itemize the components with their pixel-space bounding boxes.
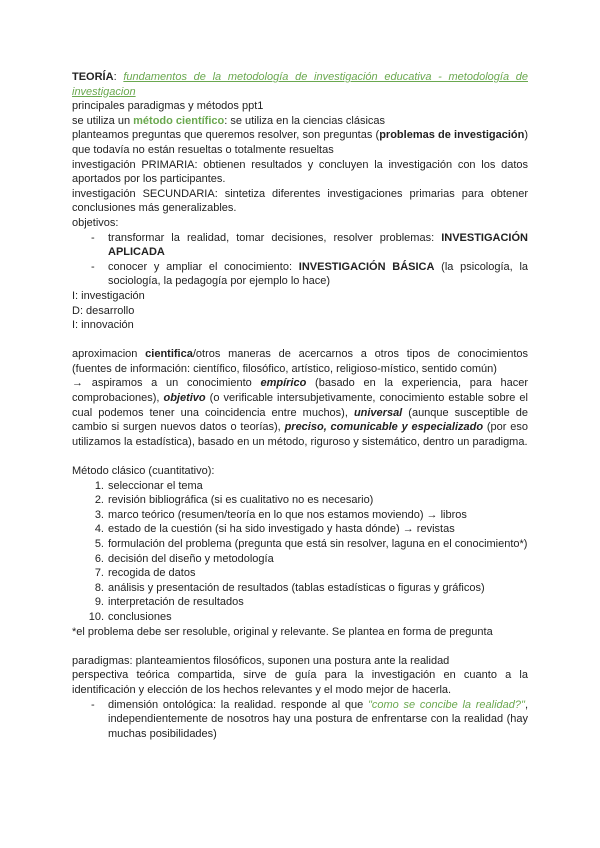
method-step: 3. marco teórico (resumen/teoría en lo que nos estamos moviendo) → libros <box>94 508 467 521</box>
method-step: 1. seleccionar el tema <box>94 479 203 492</box>
ontological-dimension-item: - dimensión ontológica: la realidad. responde al que "como se concibe la realidad?", independientemente de nosotros hay una postura de enfrentarse con la realidad (hay muchas posibilidades) <box>108 698 528 742</box>
method-steps-list <box>72 479 528 625</box>
course-link[interactable]: fundamentos de la metodología de investigación educativa - metodología de investigacion <box>72 71 528 98</box>
scientific-method-term: método científico <box>133 114 225 127</box>
method-footnote: *el problema debe ser resoluble, original y relevante. Se plantea en forma de pregunta <box>72 625 493 638</box>
knowledge-paragraph: → aspiramos a un conocimiento empírico (basado en la experiencia, para hacer comprobaciones), objetivo (o verificable intersubjetivamente, conocimiento estable sobre el cual podemos tener una coincidencia entre muchos), universal (aunque susceptible de cambio si surgen nuevos datos o teorías), preciso, comunicable y especializado (por eso utilizamos la estadística), basado en un método, riguroso y sistemático, dentro un paradigma. <box>72 377 528 448</box>
method-step: 6. decisión del diseño y metodología <box>94 552 274 565</box>
approximation-paragraph: aproximacion cientifica/otros maneras de acercarnos a otros tipos de conocimientos (fuentes de información: científico, filosófico, artístico, religioso-místico, sentido común) <box>72 348 528 375</box>
theory-label: TEORÍA <box>72 71 114 83</box>
method-step: 4. estado de la cuestión (si ha sido investigado y hasta dónde) → revistas <box>94 523 455 536</box>
paradigm-dimensions-list <box>72 698 528 742</box>
idi-line: I: innovación <box>72 319 134 332</box>
method-step: 5. formulación del problema (pregunta que está sin resolver, laguna en el conocimiento*) <box>94 538 528 550</box>
objectives-list <box>72 231 528 289</box>
idi-line: D: desarrollo <box>72 304 135 317</box>
document-page <box>72 70 528 741</box>
primary-research-text: investigación PRIMARIA: obtienen resultados y concluyen la investigación con los datos aportados por los participantes. <box>72 158 528 186</box>
method-step: 10. conclusiones <box>88 610 172 623</box>
ontology-question: "como se concibe la realidad?" <box>367 698 525 711</box>
method-step: 9. interpretación de resultados <box>94 596 244 609</box>
intro-line-1: principales paradigmas y métodos ppt1 <box>72 100 264 113</box>
classic-method-title: Método clásico (cuantitativo): <box>72 465 215 478</box>
secondary-research-text: investigación SECUNDARIA: sintetiza diferentes investigaciones primarias para obtener conclusiones más generalizables. <box>72 187 528 215</box>
method-step: 8. análisis y presentación de resultados (tablas estadísticas o figuras y gráficos) <box>94 581 485 594</box>
document-header: TEORÍA: fundamentos de la metodología de investigación educativa - metodología de investigacion <box>72 71 528 98</box>
method-step: 7. recogida de datos <box>94 567 196 580</box>
objective-item: - conocer y ampliar el conocimiento: INVESTIGACIÓN BÁSICA (la psicología, la sociología, la pedagogía por ejemplo lo hace) <box>108 260 528 289</box>
paradigms-line: paradigmas: planteamientos filosóficos, suponen una postura ante la realidad <box>72 654 450 667</box>
objectives-label: objetivos: <box>72 216 119 229</box>
method-step: 2. revisión bibliográfica (si es cualitativo no es necesario) <box>94 494 374 507</box>
idi-line: I: investigación <box>72 289 145 302</box>
objective-item: - transformar la realidad, tomar decisiones, resolver problemas: INVESTIGACIÓN APLICADA <box>108 231 528 260</box>
paradigms-definition: perspectiva teórica compartida, sirve de guía para la investigación en cuanto a la identificación y elección de los hechos relevantes y el modo mejor de hacerla. <box>72 669 528 696</box>
intro-line-2: se utiliza un método científico: se utiliza en la ciencias clásicas <box>72 114 386 127</box>
intro-line-3: planteamos preguntas que queremos resolver, son preguntas (problemas de investigación) que todavía no están resueltas o totalmente resueltas <box>72 129 528 156</box>
